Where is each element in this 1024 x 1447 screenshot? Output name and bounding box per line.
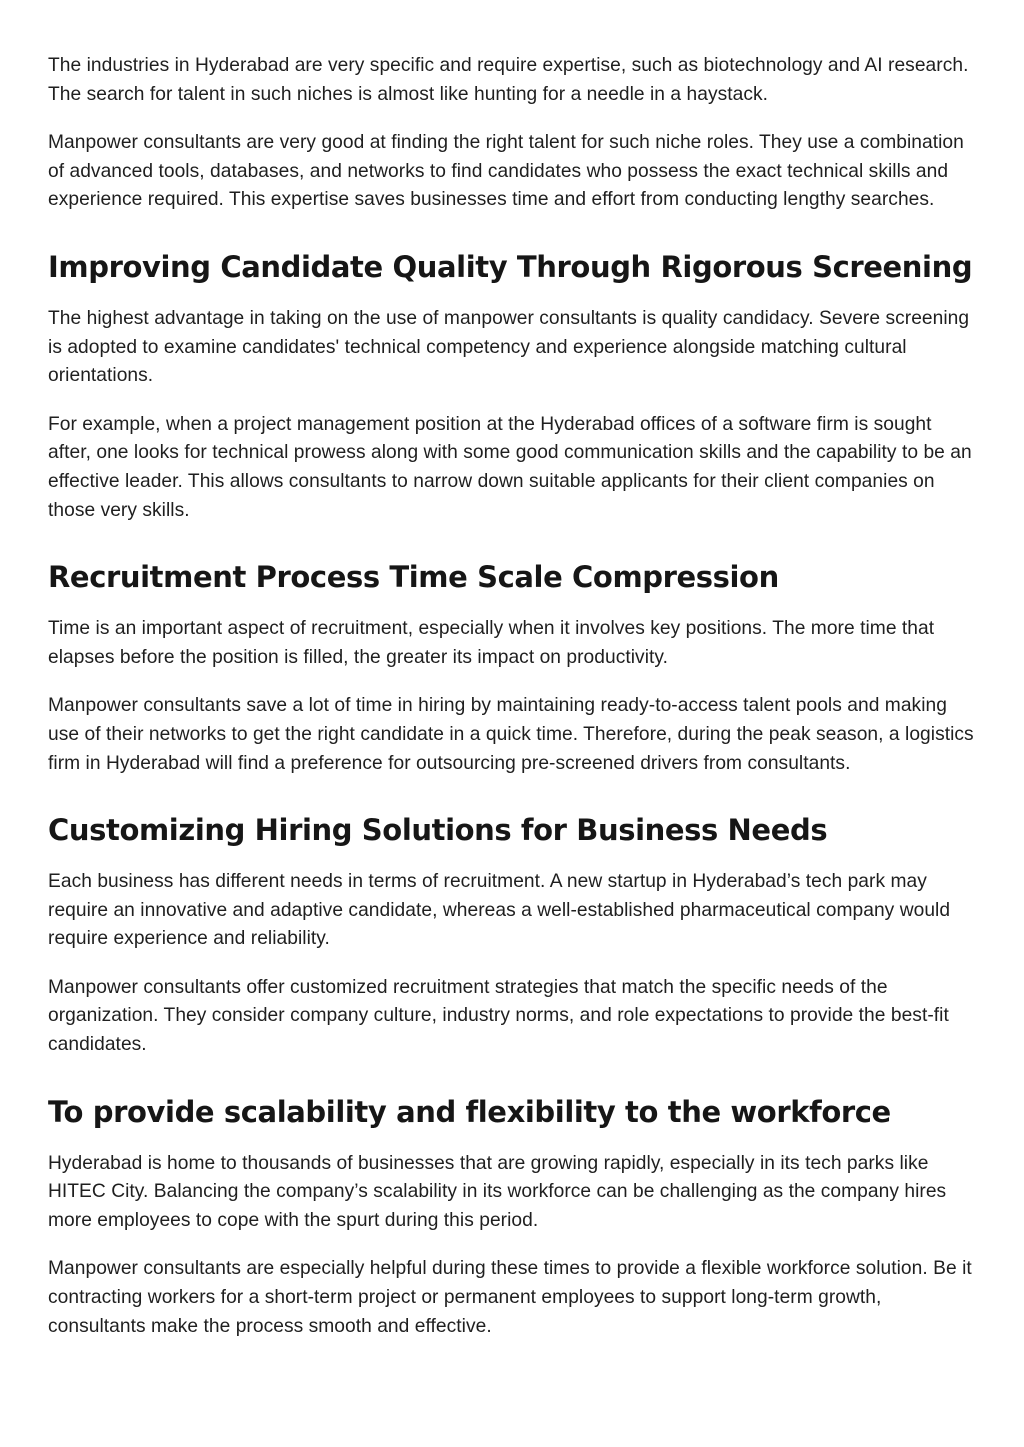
intro-paragraph-1: The industries in Hyderabad are very specific and require expertise, such as biotechnology and AI research. The search for talent in such niches is almost like hunting for a needle in a haystack. — [48, 55, 969, 105]
document-page — [48, 52, 978, 1361]
section-heading-customizing-hiring: Customizing Hiring Solutions for Business Needs — [48, 813, 828, 848]
section-heading-candidate-quality: Improving Candidate Quality Through Rigorous Screening — [48, 249, 973, 284]
scalability-paragraph-2: Manpower consultants are especially helpful during these times to provide a flexible workforce solution. Be it contracting workers for a short-term project or permanent employees to support long-term growth, consultants make the process smooth and effective. — [48, 1258, 972, 1337]
time-compression-paragraph-1: Time is an important aspect of recruitment, especially when it involves key positions. The more time that elapses before the position is filled, the greater its impact on productivity. — [48, 618, 935, 668]
candidate-quality-paragraph-1: The highest advantage in taking on the use of manpower consultants is quality candidacy. Severe screening is adopted to examine candidates' technical competency and experience alongside matching cultural orientations. — [48, 307, 970, 387]
section-heading-time-compression: Recruitment Process Time Scale Compression — [48, 560, 779, 595]
candidate-quality-paragraph-2: For example, when a project management position at the Hyderabad offices of a software firm is sought after, one looks for technical prowess along with some good communication skills and the capability to be an effective leader. This allows consultants to narrow down suitable applicants for their client companies on those very skills. — [48, 413, 972, 521]
customizing-hiring-paragraph-1: Each business has different needs in terms of recruitment. A new startup in Hyderabad’s tech park may require an innovative and adaptive candidate, whereas a well-established pharmaceutical company would require experience and reliability. — [48, 871, 951, 950]
section-heading-scalability: To provide scalability and flexibility to the workforce — [48, 1094, 891, 1129]
intro-paragraph-2: Manpower consultants are very good at finding the right talent for such niche roles. They use a combination of advanced tools, databases, and networks to find candidates who possess the exact technical skills and experience required. This expertise saves businesses time and effort from conducting lengthy searches. — [48, 132, 964, 211]
customizing-hiring-paragraph-2: Manpower consultants offer customized recruitment strategies that match the specific needs of the organization. They consider company culture, industry norms, and role expectations to provide the best-fit candidates. — [48, 976, 949, 1056]
time-compression-paragraph-2: Manpower consultants save a lot of time in hiring by maintaining ready-to-access talent pools and making use of their networks to get the right candidate in a quick time. Therefore, during the peak season, a logistics firm in Hyderabad will find a preference for outsourcing pre-screened drivers from consultants. — [48, 695, 974, 774]
scalability-paragraph-1: Hyderabad is home to thousands of businesses that are growing rapidly, especially in its tech parks like HITEC City. Balancing the company’s scalability in its workforce can be challenging as the company hires more employees to cope with the spurt during this period. — [48, 1152, 947, 1231]
